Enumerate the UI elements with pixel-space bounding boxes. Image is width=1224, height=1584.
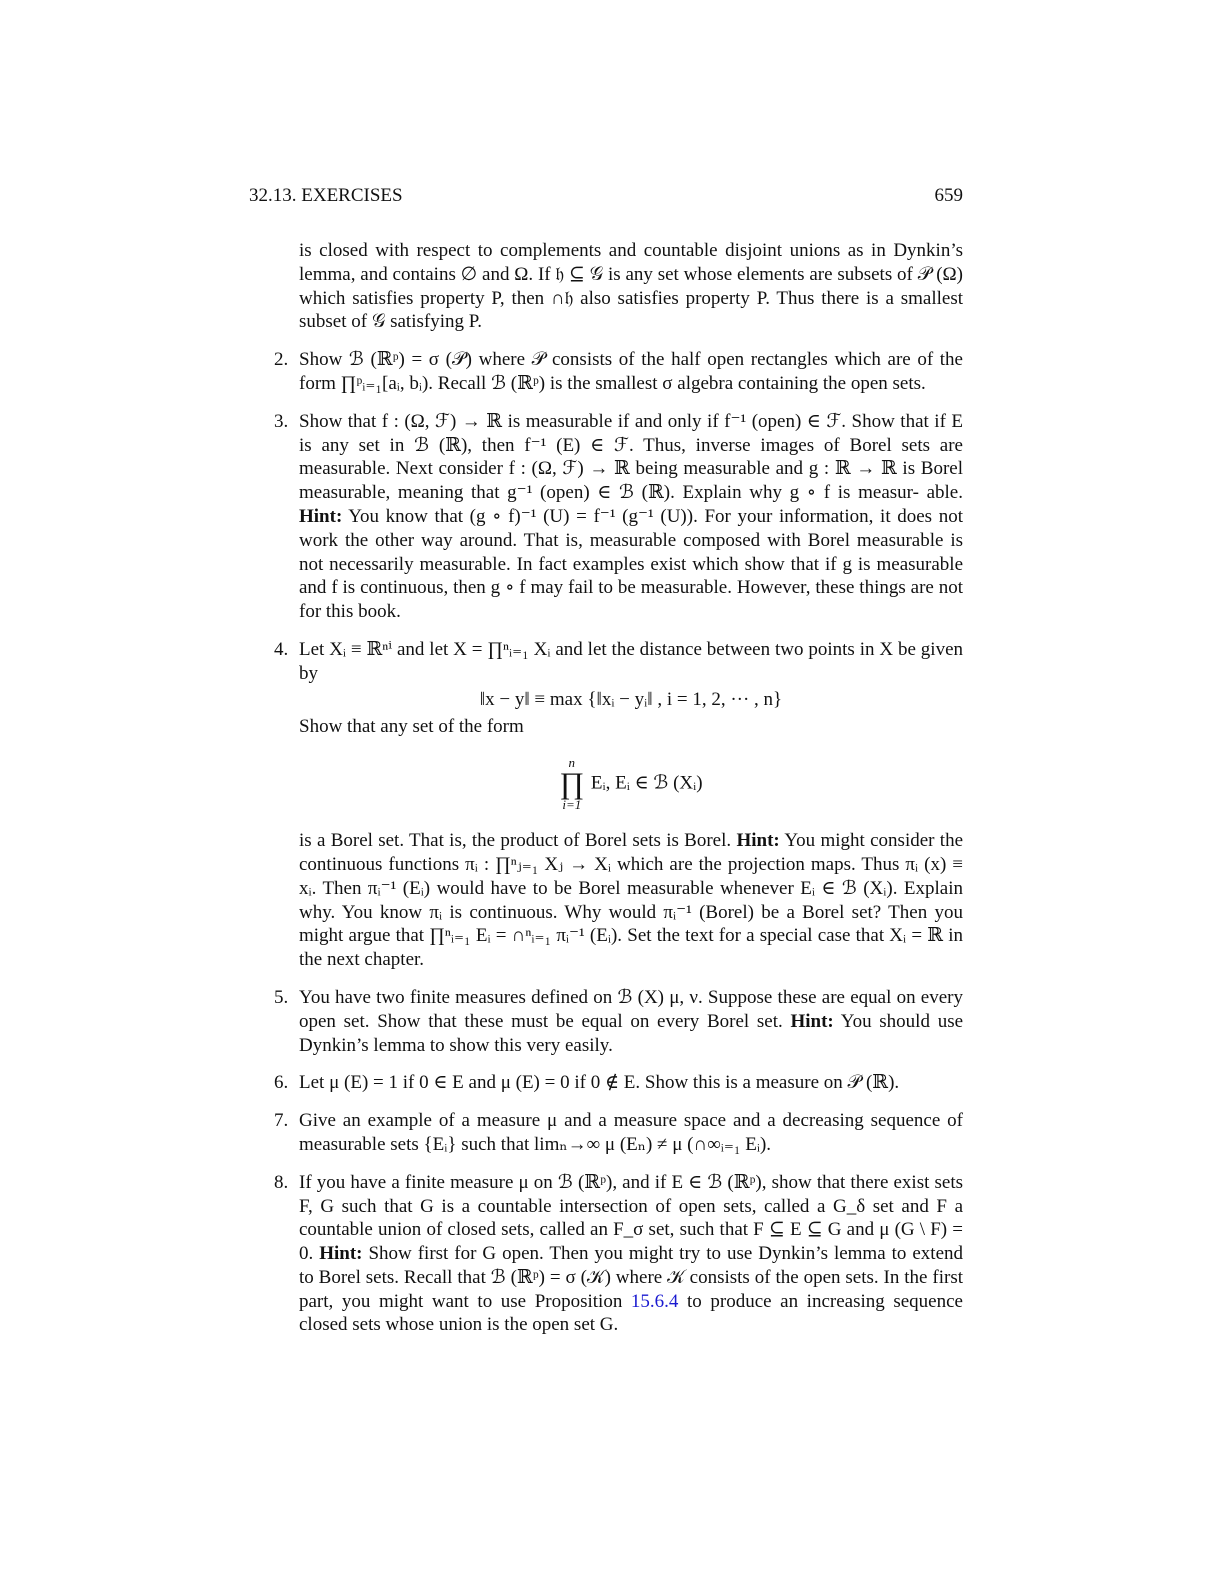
text-line: Show first for G open. Then you might try to use Dynkin’s lemma to extend bbox=[362, 1243, 963, 1265]
text-line: sets. bbox=[892, 372, 926, 394]
text-line: countable union of closed sets, called an F_σ set, such that F ⊆ E ⊆ G and μ (G \ F) = bbox=[299, 1219, 963, 1241]
exercise-text bbox=[299, 410, 963, 624]
text-line: it does not work the other way around. That is, measurable composed with Borel bbox=[299, 505, 963, 551]
exercise-number: 3. bbox=[274, 410, 289, 432]
text-line: the continuous functions πᵢ : ∏ⁿⱼ₌₁ Xⱼ → Xᵢ which are the projection maps. Thus bbox=[299, 830, 964, 875]
text-line: given by bbox=[299, 638, 964, 684]
text-line: to produce an increasing bbox=[678, 1290, 885, 1312]
exercise-2 bbox=[274, 348, 963, 396]
text-line: are measurable. Next consider f : (Ω, ℱ) → ℝ being measurable and g : ℝ → ℝ is bbox=[299, 434, 963, 480]
text-line: Give an example of a measure μ and a measure space and a decreasing sequence of bbox=[299, 1110, 963, 1132]
text-line: if E is any set in ℬ (ℝ), then f⁻¹ (E) ∈ ℱ. Thus, inverse images of Borel sets bbox=[299, 410, 964, 456]
text-line: Explain why. You know πᵢ is continuous. Why would πᵢ⁻¹ (Borel) be a Borel set? bbox=[299, 877, 963, 923]
exercise-number: 8. bbox=[274, 1171, 289, 1193]
product-upper-limit: n bbox=[568, 755, 576, 771]
product-formula bbox=[299, 757, 963, 811]
text-line: 𝒫 (Ω) which satisfies property P, then ∩𝔥 also satisfies property P. Thus there is a bbox=[299, 263, 964, 309]
hint-label: Hint: bbox=[790, 1010, 834, 1032]
text-line: If you have a finite measure μ on ℬ (ℝᵖ), and if E ∈ ℬ (ℝᵖ), show that there exist bbox=[299, 1171, 930, 1193]
text-line: You should bbox=[833, 1010, 930, 1032]
exercise-3 bbox=[274, 410, 964, 624]
text-line: to Borel sets. Recall that ℬ (ℝᵖ) = σ (𝒦) where 𝒦 consists of the open sets. In bbox=[299, 1266, 900, 1288]
text-line: use Dynkin’s lemma to show this very easily. bbox=[299, 1010, 964, 1056]
product-lower-limit: i=1 bbox=[562, 797, 582, 813]
text-line: Borel measurable, meaning that g⁻¹ (open) ∈ ℬ (ℝ). Explain why g ∘ f is measur- bbox=[299, 458, 964, 504]
text-line: lemma, and contains ∅ and Ω. If 𝔥 ⊆ 𝒢 is any set whose elements are subsets of bbox=[299, 263, 913, 285]
text-line: You know that (g ∘ f)⁻¹ (U) = f⁻¹ (g⁻¹ (U)). For your information, bbox=[342, 505, 874, 527]
exercise-number: 5. bbox=[274, 986, 289, 1008]
text-line: the first part, you might want to use Proposition bbox=[299, 1266, 963, 1312]
exercise-number: 2. bbox=[274, 349, 289, 371]
text-line: 0. bbox=[299, 1243, 314, 1265]
proposition-link[interactable]: 15.6.4 bbox=[630, 1290, 679, 1312]
text-line: Show ℬ (ℝᵖ) = σ (𝒫) where 𝒫 consists of the half open rectangles which are of bbox=[299, 349, 934, 371]
text-line: πᵢ (x) ≡ xᵢ. Then πᵢ⁻¹ (Eᵢ) would have to be Borel measurable whenever Eᵢ ∈ ℬ (Xᵢ). bbox=[299, 853, 964, 899]
product-formula-body: Eᵢ, Eᵢ ∈ ℬ (Xᵢ) bbox=[590, 772, 703, 794]
text-line: Let μ (E) = 1 if 0 ∈ E and μ (E) = 0 if 0 ∉ E. Show this is a measure on 𝒫 (ℝ). bbox=[299, 1072, 900, 1094]
text-line: You have two finite measures defined on ℬ (X) μ, ν. Suppose these are equal on bbox=[299, 986, 916, 1008]
text-line: Show that any set of the form bbox=[299, 716, 524, 738]
exercise-text bbox=[299, 638, 963, 686]
text-line: measurable is not necessarily measurable. In fact examples exist which show that if bbox=[299, 529, 964, 575]
text-line: You might consider bbox=[779, 830, 935, 852]
section-title: 32.13. EXERCISES bbox=[249, 185, 403, 206]
text-line: sequence closed sets whose union is the open set G. bbox=[299, 1290, 963, 1336]
exercise-text bbox=[299, 986, 963, 1057]
text-line: Let Xᵢ ≡ ℝⁿⁱ and let X = ∏ⁿᵢ₌₁ Xᵢ and let the distance between two points in X be bbox=[299, 638, 916, 660]
text-line: is a Borel set. That is, the product of Borel sets is Borel. bbox=[299, 830, 732, 852]
exercise-7 bbox=[274, 1109, 963, 1157]
text-line: is closed with respect to complements and countable disjoint unions as in Dynkin’s bbox=[299, 240, 963, 261]
text-line: measurable sets {Eᵢ} such that limₙ→∞ μ (Eₙ) ≠ μ (∩∞ᵢ₌₁ Eᵢ). bbox=[299, 1133, 772, 1155]
hint-label: Hint: bbox=[299, 505, 343, 527]
exercise-text bbox=[299, 348, 963, 396]
exercise-text bbox=[299, 829, 963, 972]
text-line: smallest subset of 𝒢 satisfying P. bbox=[299, 287, 963, 333]
page-number: 659 bbox=[934, 185, 963, 206]
product-symbol: ∏ bbox=[559, 767, 585, 801]
exercise-text bbox=[299, 1071, 963, 1095]
text-line: g is measurable and f is continuous, then g ∘ f may fail to be measurable. However, bbox=[299, 553, 963, 599]
text-line: Then you might argue that ∏ⁿᵢ₌₁ Eᵢ = ∩ⁿᵢ₌₁ πᵢ⁻¹ (Eᵢ). Set the text for a special case bbox=[299, 901, 963, 947]
text-line: sets F, G such that G is a countable intersection of open sets, called a G_δ set and F a bbox=[299, 1171, 964, 1217]
product-operator bbox=[559, 757, 584, 811]
exercise-text bbox=[299, 715, 963, 739]
exercise-number: 6. bbox=[274, 1072, 289, 1094]
exercise-4 bbox=[274, 638, 964, 972]
text-line: able. bbox=[926, 482, 963, 504]
exercise-list bbox=[274, 239, 964, 1351]
exercise-6 bbox=[274, 1071, 963, 1095]
text-line: the form ∏ᵖᵢ₌₁[aᵢ, bᵢ). Recall ℬ (ℝᵖ) is the smallest σ algebra containing the open bbox=[299, 349, 963, 394]
exercise-number: 4. bbox=[274, 638, 289, 660]
hint-label: Hint: bbox=[736, 830, 780, 852]
intro-paragraph bbox=[299, 239, 963, 334]
exercise-number: 7. bbox=[274, 1110, 289, 1132]
exercise-text bbox=[299, 1109, 963, 1157]
exercise-5 bbox=[274, 986, 964, 1057]
text-line: that Xᵢ = ℝ in the next chapter. bbox=[299, 925, 964, 971]
text-line: these things are not for this book. bbox=[299, 577, 963, 623]
hint-label: Hint: bbox=[319, 1243, 363, 1265]
exercise-text bbox=[299, 1171, 963, 1338]
exercise-8 bbox=[274, 1171, 964, 1338]
text-line: every open set. Show that these must be equal on every Borel set. bbox=[299, 986, 963, 1032]
distance-formula: ‖x − y‖ ≡ max {‖xᵢ − yᵢ‖ , i = 1, 2, ··· , n} bbox=[479, 688, 783, 710]
text-line: Show that f : (Ω, ℱ) → ℝ is measurable if and only if f⁻¹ (open) ∈ ℱ. Show that bbox=[299, 410, 929, 432]
